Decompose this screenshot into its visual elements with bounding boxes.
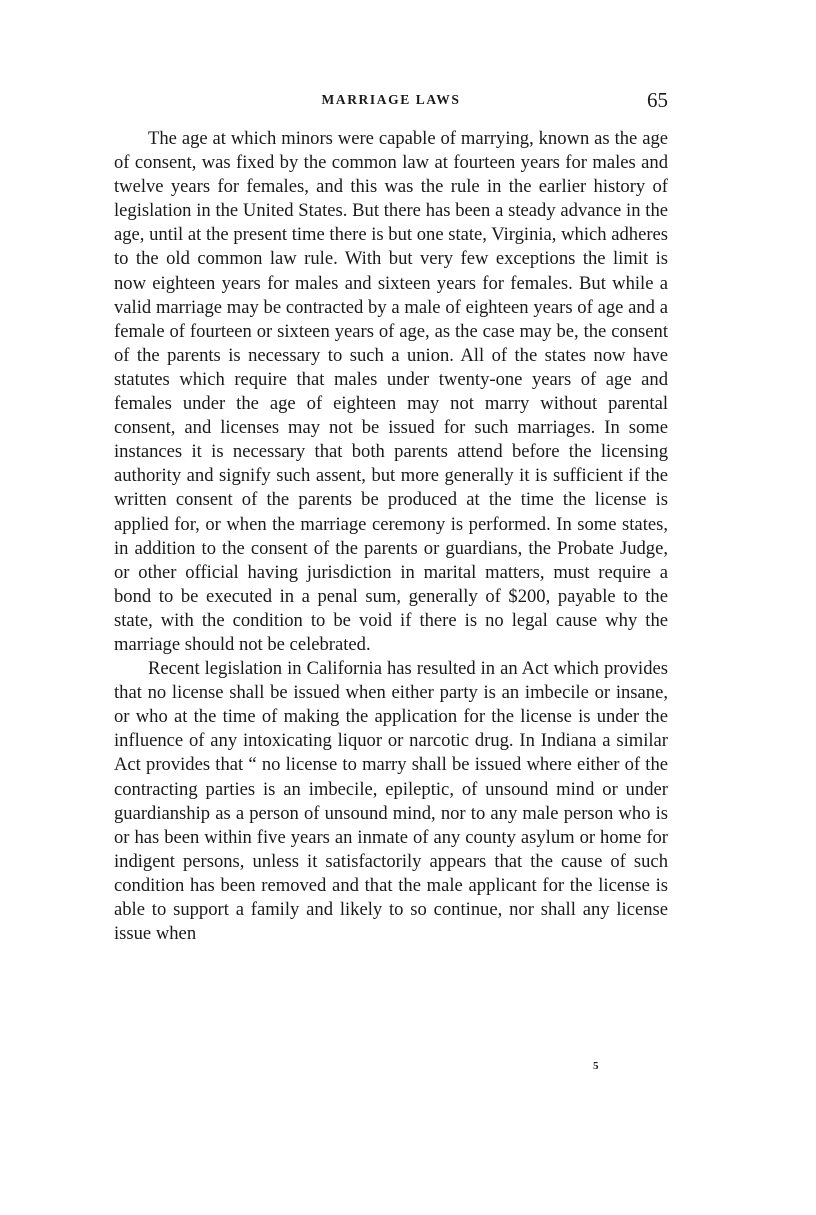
paragraph: Recent legislation in California has resulted in an Act which provides that no license shall be issued when either party is an imbecile or insane, or who at the time of making the application for the license is under the influence of any intoxicating liquor or narcotic drug. In Indiana a similar Act provides that “ no license to marry shall be issued where either of the contracting parties is an imbecile, epileptic, of unsound mind or under guardianship as a person of unsound mind, nor to any male person who is or has been within five years an inmate of any county asylum or home for indigent persons, unless it satisfactorily appears that the cause of such condition has been removed and that the male applicant for the license is able to support a family and likely to so continue, nor shall any license issue when	[114, 658, 668, 945]
page-number: 65	[647, 88, 668, 112]
body-text	[114, 127, 668, 946]
signature-mark: 5	[593, 1060, 599, 1072]
running-head	[114, 88, 668, 118]
running-title: MARRIAGE LAWS	[321, 92, 461, 107]
paragraph: The age at which minors were capable of marrying, known as the age of consent, was fixed by the common law at fourteen years for males and twelve years for females, and this was the rule in the earlier history of legislation in the United States. But there has been a steady advance in the age, until at the present time there is but one state, Virginia, which adheres to the old common law rule. With but very few exceptions the limit is now eighteen years for males and sixteen years for females. But while a valid marriage may be contracted by a male of eighteen years of age and a female of fourteen or sixteen years of age, as the case may be, the consent of the parents is necessary to such a union. All of the states now have statutes which require that males under twenty-one years of age and females under the age of eighteen may not marry without parental consent, and licenses may not be issued for such marriages. In some instances it is necessary that both parents attend before the licensing authority and signify such assent, but more generally it is sufficient if the written consent of the parents be produced at the time the license is applied for, or when the marriage ceremony is performed. In some states, in addition to the consent of the parents or guardians, the Probate Judge, or other official having jurisdiction in marital matters, must require a bond to be executed in a penal sum, generally of $200, payable to the state, with the condition to be void if there is no legal cause why the marriage should not be celebrated.	[114, 128, 668, 655]
